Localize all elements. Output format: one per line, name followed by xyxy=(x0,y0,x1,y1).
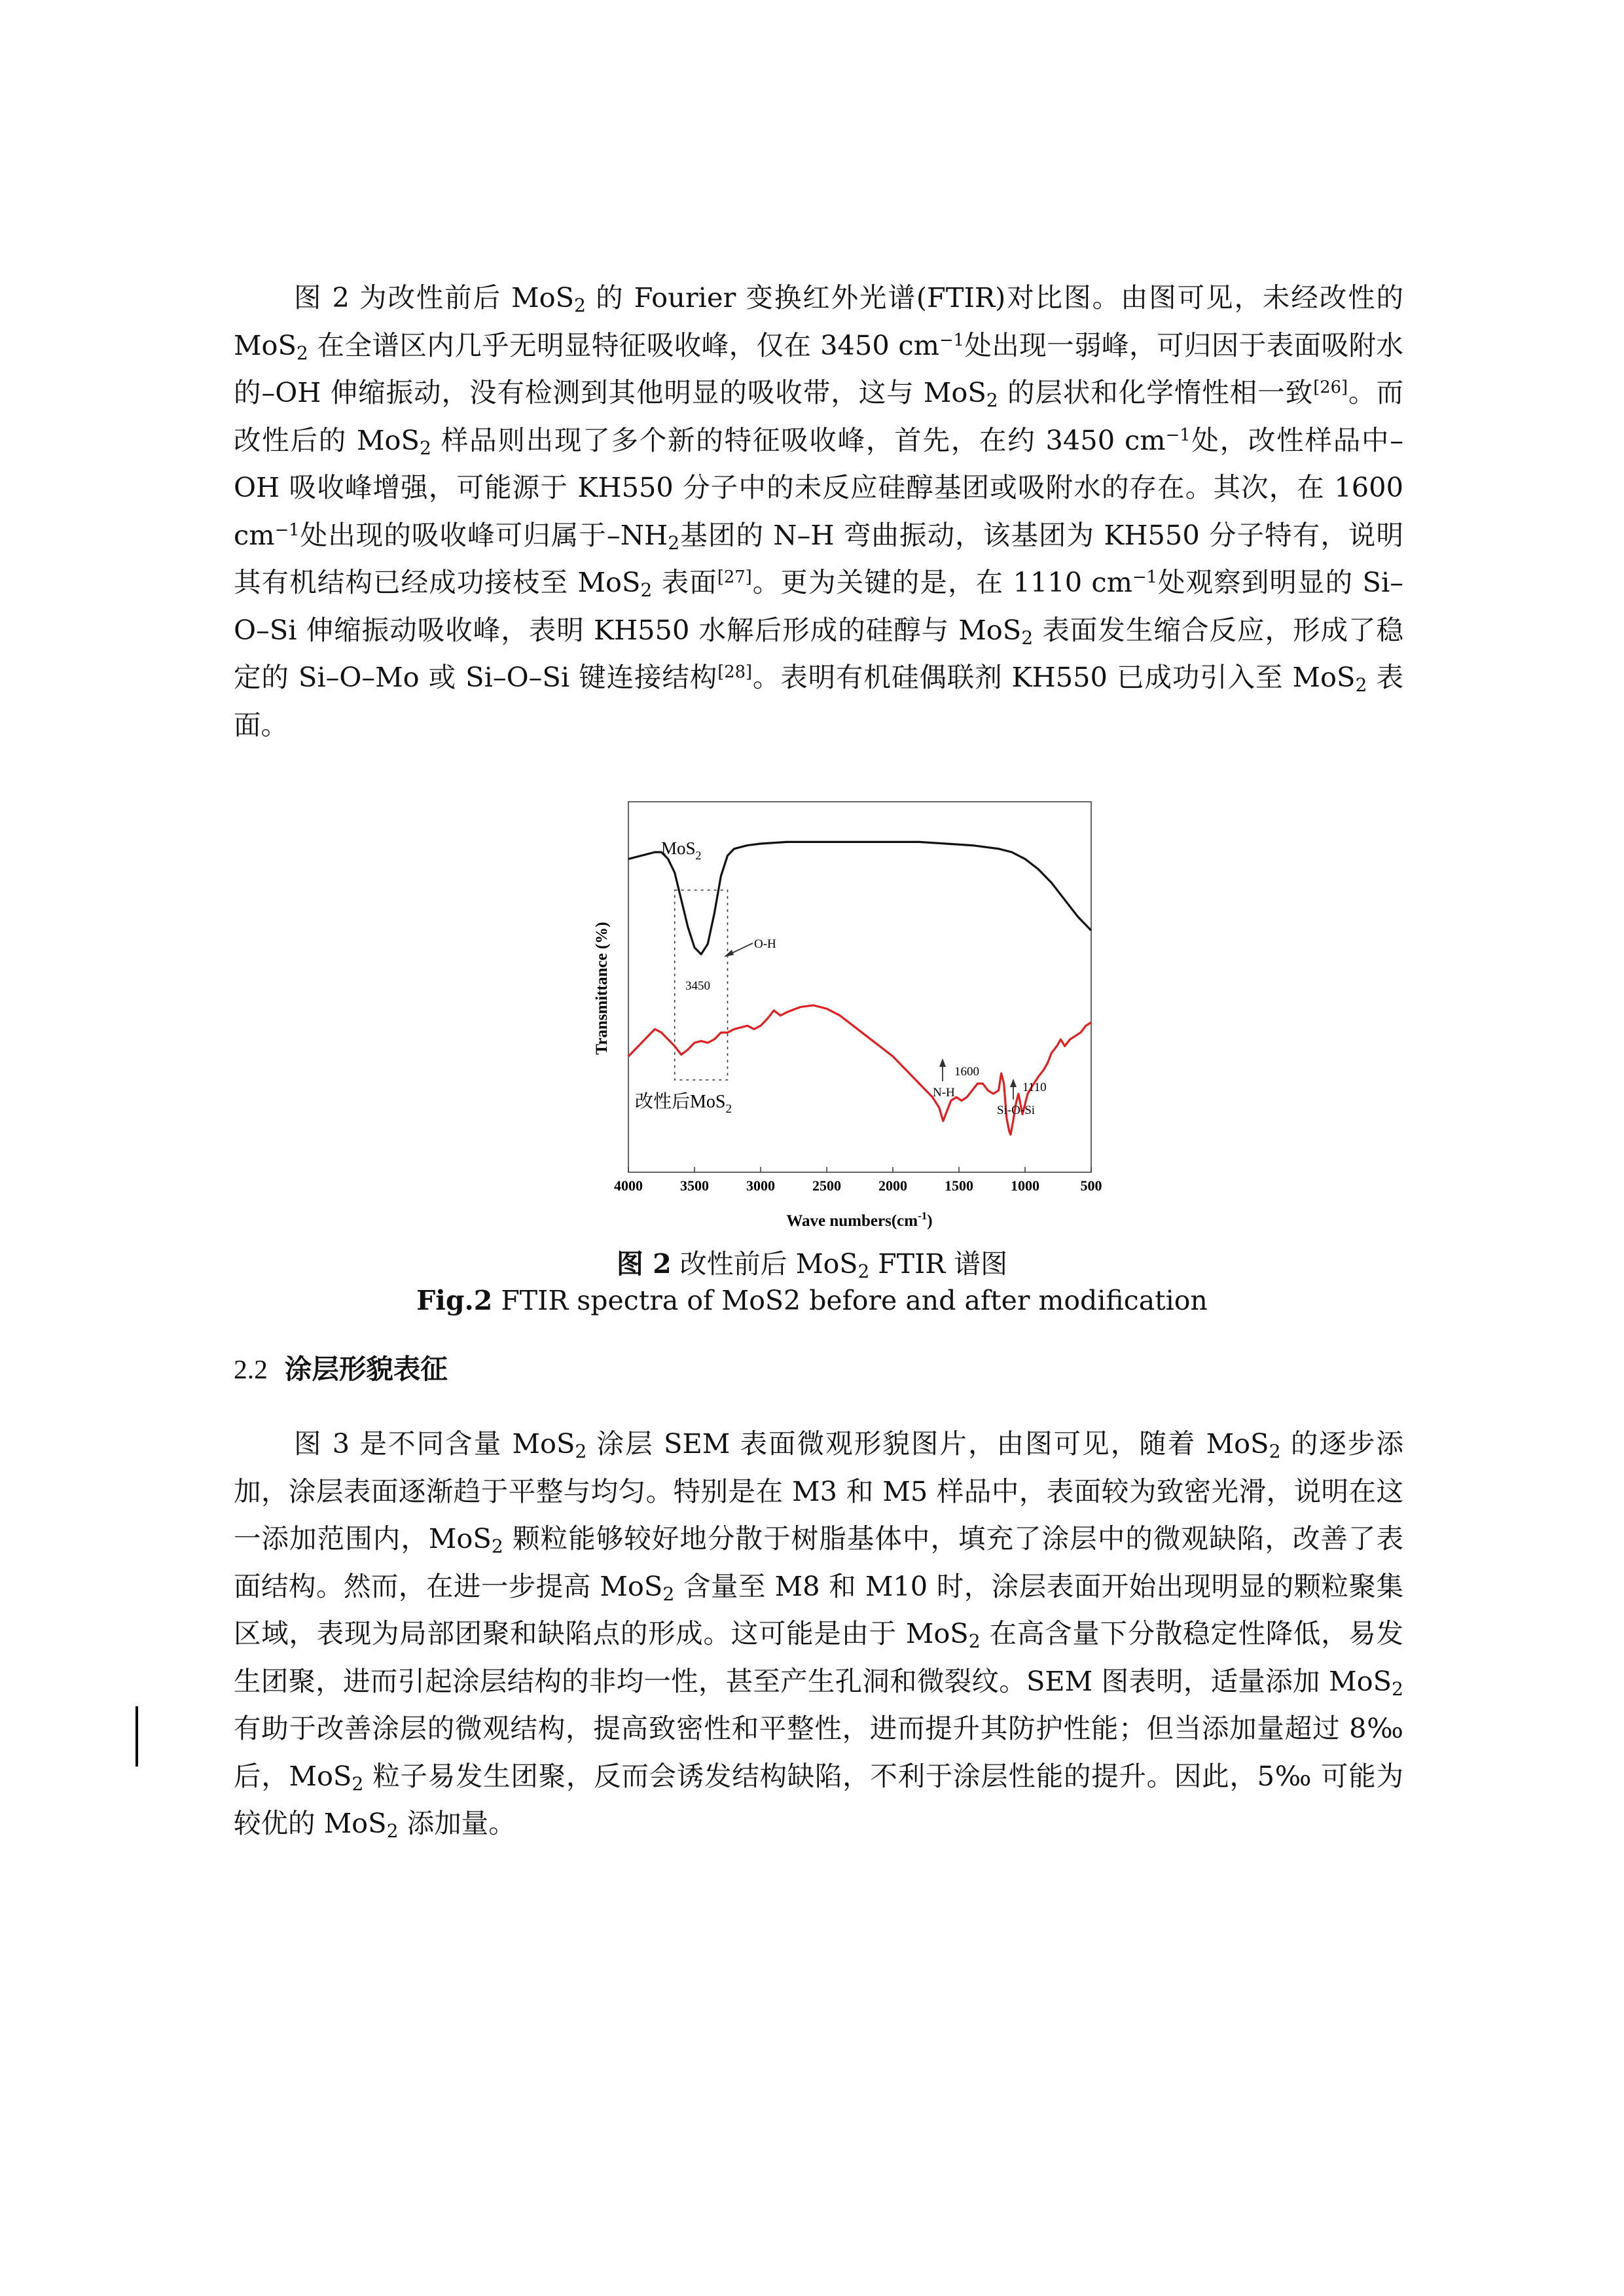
x-tick-label-1500: 1500 xyxy=(945,1177,973,1194)
figure-caption-chinese: 图 2 改性前后 MoS$_2$ FTIR 谱图 xyxy=(616,1248,1008,1282)
x-axis-ticks xyxy=(614,1167,1102,1194)
x-tick-label-1000: 1000 xyxy=(1011,1177,1039,1194)
paragraph-sem: 图 3 是不同含量 MoS$_2$ 涂层 SEM 表面微观形貌图片，由图可见，随着 MoS$_2$ 的逐步添加，涂层表面逐渐趋于平整与均匀。特别是在 M3 和 M5 样品中，表面较为致密光滑，说明在这一添加范围内，MoS$_2$ 颗粒能够较好地分散于树脂基体中，填充了涂层中的微观缺陷，改善了表面结构。然而，在进一步提高 MoS$_2$ 含量至 M8 和 M10 时，涂层表面开始出现明显的颗粒聚集区域，表现为局部团聚和缺陷点的形成。这可能是由于 MoS$_2$ 在高含量下分散稳定性降低，易发生团聚，进而引起涂层结构的非均一性，甚至产生孔洞和微裂纹。SEM 图表明，适量添加 MoS$_2$ 有助于改善涂层的微观结构，提高致密性和平整性，进而提升其防护性能；但当添加量超过 8‰后，MoS$_2$ 粒子易发生团聚，反而会诱发结构缺陷，不利于涂层性能的提升。因此，5‰ 可能为较优的 MoS$_2$ 添加量。 xyxy=(234,1427,1403,1842)
section-heading: 2.2 涂层形貌表征 xyxy=(234,1353,448,1385)
citation-27: [27] xyxy=(717,567,752,587)
paragraph-ftir: 图 2 为改性前后 MoS$_2$ 的 Fourier 变换红外光谱(FTIR)对比图。由图可见，未经改性的 MoS$_2$ 在全谱区内几乎无明显特征吸收峰，仅在 3450 $cm^{-1}$处出现一弱峰，可归因于表面吸附水的–OH 伸缩振动，没有检测到其他明显的吸收带，这与 MoS$_2$ 的层状和化学惰性相一致[26]。而改性后的 MoS$_2$ 样品则出现了多个新的特征吸收峰，首先，在约 3450 $cm^{-1}$处，改性样品中–OH 吸收峰增强，可能源于 KH550 分子中的未反应硅醇基团或吸附水的存在。其次，在 1600 $cm^{-1}$处出现的吸收峰可归属于$-NH_2$基团的 N–H 弯曲振动，该基团为 KH550 分子特有，说明其有机结构已经成功接枝至 MoS$_2$ 表面[27]。更为关键的是，在 1110 $cm^{-1}$处观察到明显的 Si–O–Si 伸缩振动吸收峰，表明 KH550 水解后形成的硅醇与 MoS$_2$ 表面发生缩合反应，形成了稳定的 Si–O–Mo 或 Si–O–Si 键连接结构[28]。表明有机硅偶联剂 KH550 已成功引入至 MoS$_2$ 表面。 xyxy=(234,281,1404,741)
x-tick-label-3500: 3500 xyxy=(680,1177,709,1194)
figure-caption-english: Fig.2 FTIR spectra of MoS2 before and after modification xyxy=(416,1285,1208,1316)
y-axis-label: Transmittance (%) xyxy=(593,922,611,1055)
annotation-nh: N-H xyxy=(933,1086,955,1100)
annotation-1110: 1110 xyxy=(1022,1081,1047,1094)
x-axis-label: Wave $numbers(cm^{-1})$ xyxy=(786,1210,933,1230)
annotation-oh-arrowhead xyxy=(724,950,734,957)
annotation-oh: O-H xyxy=(754,937,776,951)
x-tick-label-4000: 4000 xyxy=(614,1177,643,1194)
ftir-chart xyxy=(576,800,1119,1232)
x-tick-label-3000: 3000 xyxy=(746,1177,775,1194)
x-tick-label-2000: 2000 xyxy=(878,1177,907,1194)
annotation-sio-si-arrowhead xyxy=(1010,1079,1017,1087)
citation-26: [26] xyxy=(1313,377,1348,397)
citation-28: [28] xyxy=(717,662,752,682)
annotation-sio-si: Si-O-Si xyxy=(997,1103,1036,1117)
x-tick-label-2500: 2500 xyxy=(812,1177,841,1194)
annotation-1600: 1600 xyxy=(954,1065,979,1079)
legend-label-mos2: MoS$_2$ xyxy=(661,838,702,862)
x-tick-label-500: 500 xyxy=(1080,1177,1102,1194)
annotation-nh-arrowhead xyxy=(939,1058,946,1067)
annotation-3450: 3450 xyxy=(685,979,710,993)
legend-label-modified-mos2: 改性后MoS$_2$ xyxy=(635,1092,732,1116)
revision-bar xyxy=(135,1706,138,1767)
